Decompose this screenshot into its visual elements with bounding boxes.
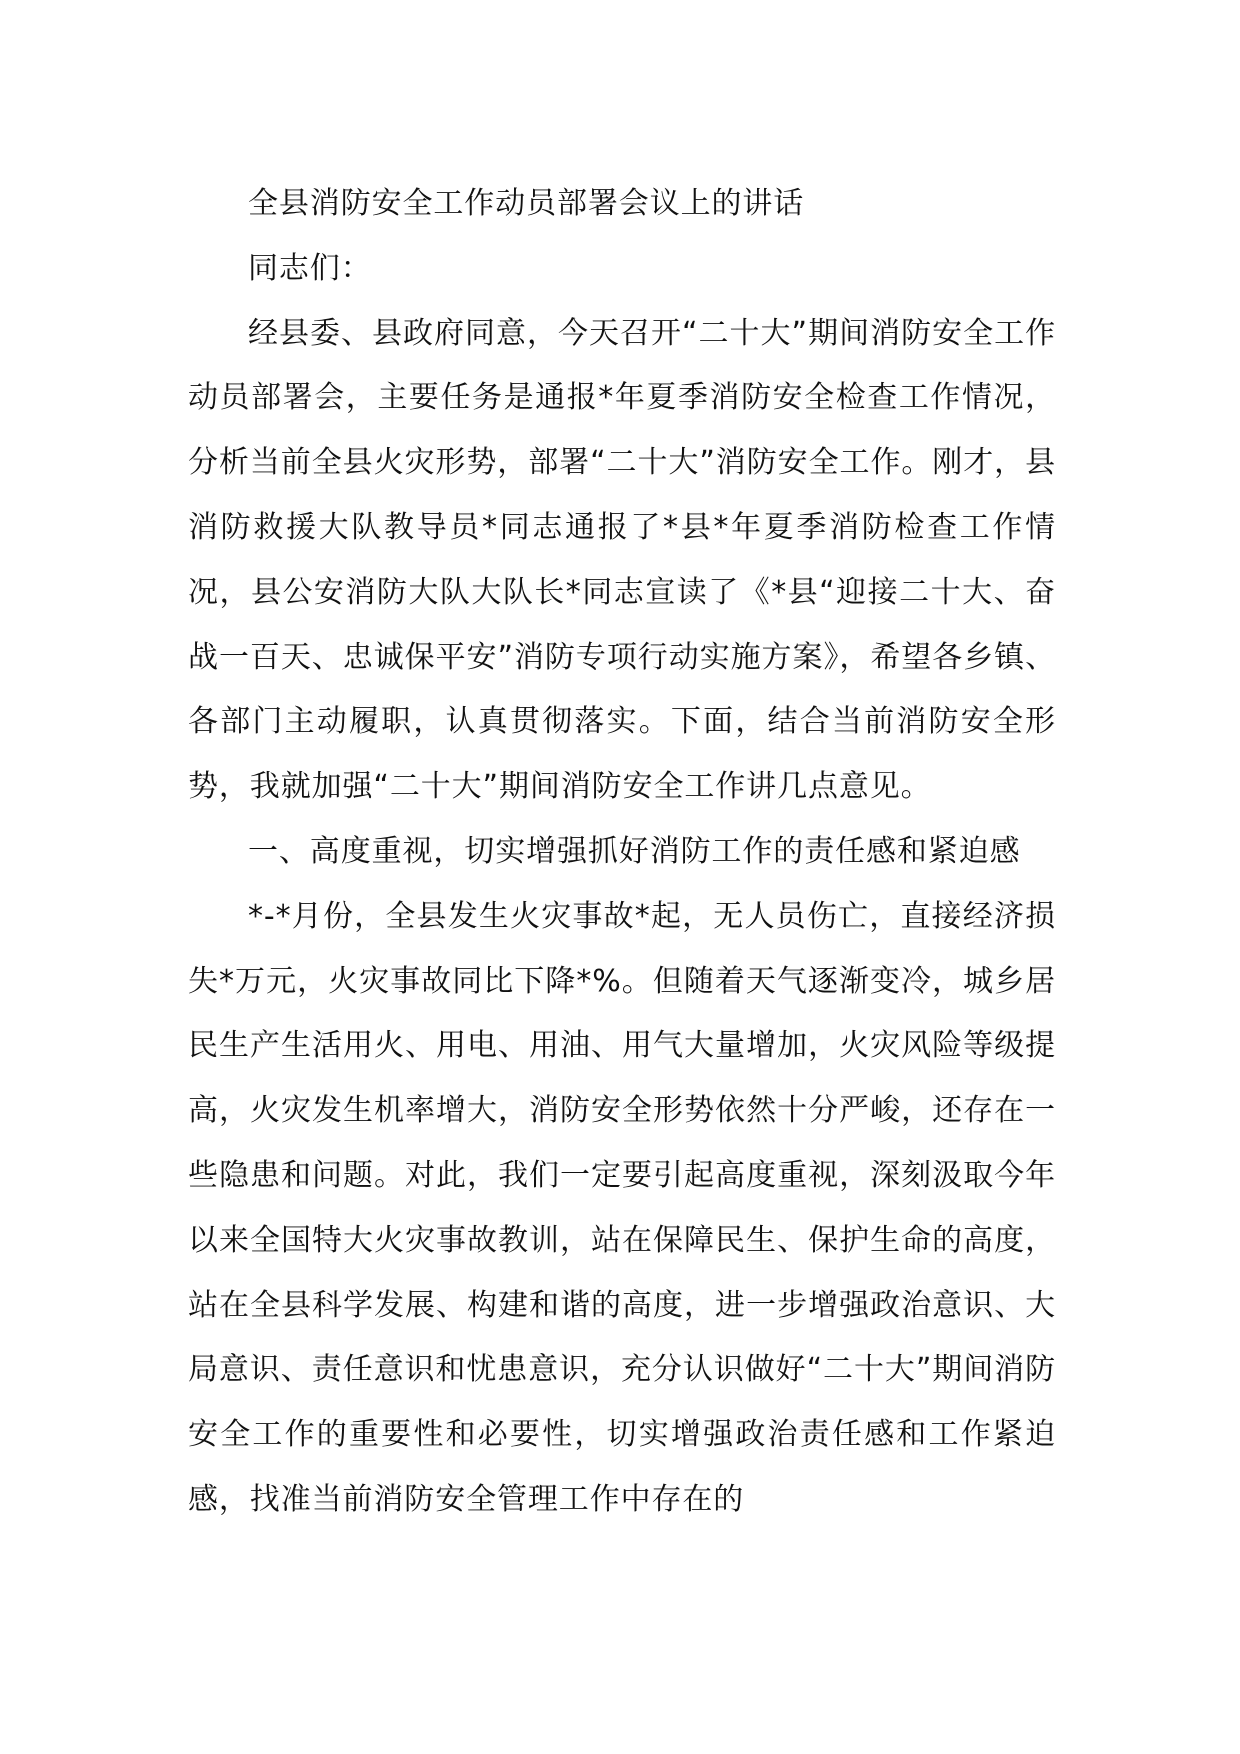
paragraph-intro: 经县委、县政府同意，今天召开“二十大”期间消防安全工作动员部署会，主要任务是通报*年夏季消防安全检查工作情况，分析当前全县火灾形势，部署“二十大”消防安全工作。刚才，县消防救援大队教导员*同志通报了*县*年夏季消防检查工作情况，县公安消防大队大队长*同志宣读了《*县“迎接二十大、奋战一百天、忠诚保平安”消防专项行动实施方案》，希望各乡镇、各部门主动履职，认真贯彻落实。下面，结合当前消防安全形势，我就加强“二十大”期间消防安全工作讲几点意见。: [188, 315, 1056, 805]
salutation: 同志们：: [248, 250, 372, 286]
document-body: [188, 172, 1056, 1533]
section-heading-1: 一、高度重视，切实增强抓好消防工作的责任感和紧迫感: [248, 833, 1021, 869]
document-title: 全县消防安全工作动员部署会议上的讲话: [248, 186, 805, 221]
paragraph-section-1: *-*月份，全县发生火灾事故*起，无人员伤亡，直接经济损失*万元，火灾事故同比下降*%。但随着天气逐渐变冷，城乡居民生产生活用火、用电、用油、用气大量增加，火灾风险等级提高，火灾发生机率增大，消防安全形势依然十分严峻，还存在一些隐患和问题。对此，我们一定要引起高度重视，深刻汲取今年以来全国特大火灾事故教训，站在保障民生、保护生命的高度，站在全县科学发展、构建和谐的高度，进一步增强政治意识、大局意识、责任意识和忧患意识，充分认识做好“二十大”期间消防安全工作的重要性和必要性，切实增强政治责任感和工作紧迫感，找准当前消防安全管理工作中存在的: [188, 898, 1056, 1517]
